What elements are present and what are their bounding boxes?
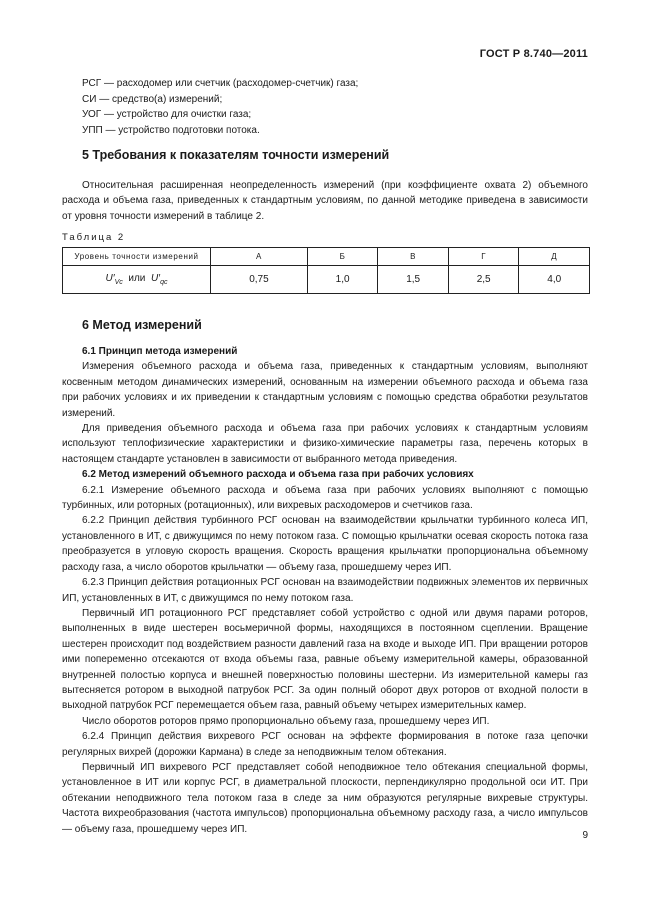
paragraph: 6.2.1 Измерение объемного расхода и объема газа при рабочих условиях выполняют с помощью турбинных, или роторных (ротационных), или вихревых расходомеров и счетчиков газа. (62, 484, 588, 512)
paragraph: Измерения объемного расхода и объема газа, приведенных к стандартным условиям, выполняют косвенным методом динамических измерений, основанным на измерении объемного расхода и объема газа при рабочих условиях и их приведении к стандартным условиям с помощью средства обработки результатов измерений. (62, 361, 588, 419)
section-5-title: 5 Требования к показателям точности измерений (82, 148, 390, 162)
table-cell: 4,0 (519, 266, 590, 294)
paragraph: 6.2.3 Принцип действия ротационных РСГ основан на взаимодействии подвижных элементов их первичных ИП, установленных в ИТ, с движущимся по нему потоком газа. (62, 577, 588, 604)
table-header-cell: Б (307, 248, 378, 266)
accuracy-table (62, 247, 590, 294)
paragraph: Относительная расширенная неопределенность измерений (при коэффициенте охвата 2) объемного расхода и объема газа, приведенных к стандартным условиям, по данной методике приведена в зависимости от уровня точности измерений в таблице 2. (62, 180, 588, 222)
paragraph: Первичный ИП ротационного РСГ представляет собой устройство с одной или двумя парами роторов, выполненных в виде шестерен восьмеричной формы, находящихся в постоянном сцеплении. Вращение шестерен происходит под воздействием разности давлений газа на входе и выходе ИП. При вращении роторов ими попеременно отсекаются от входа объемы газа, равные объему измерительной камеры, образованной внутренней полостью корпуса и внешней поверхностью половины шестерни. Из измерительной камеры газ вытесняется ротором в выходной патрубок РСГ. За один полный оборот двух роторов от входной полости в выходной патрубок РСГ перемещается объем газа, равный объему четырех измерительных камер. (62, 607, 588, 712)
subsection-6-2-title: 6.2 Метод измерений объемного расхода и объема газа при рабочих условиях (82, 469, 474, 481)
symbol-u-qc: $U'_{qc}$ (150, 273, 168, 286)
definition-item: РСГ — расходомер или счетчик (расходомер-счетчик) газа; (82, 78, 359, 89)
table-cell: 0,75 (211, 266, 308, 294)
table-caption: Таблица 2 (62, 232, 126, 243)
definition-item: УПП — устройство подготовки потока. (82, 124, 260, 136)
table-header-cell: Д (519, 248, 590, 266)
table-header-cell: А (211, 248, 308, 266)
paragraph: Число оборотов роторов прямо пропорционально объему газа, прошедшему через ИП. (82, 715, 490, 727)
page-number: 9 (582, 830, 588, 841)
section-6-body (62, 344, 588, 837)
definition-item: СИ — средство(а) измерений; (82, 93, 223, 105)
table-row-label (63, 266, 211, 294)
paragraph: Для приведения объемного расхода и объема газа при рабочих условиях к стандартным условиям используют теплофизические характеристики и физико-химические параметры газа, перечень которых в настоящем стандарте установлен в зависимости от выбранного метода приведения. (62, 423, 588, 465)
paragraph: Первичный ИП вихревого РСГ представляет собой неподвижное тело обтекания специальной формы, установленное в ИТ или корпус РСГ, в диаметральной плоскости, перпендикулярно продольной оси ИТ. При обтекании неподвижного тела потоком газа в следе за ним образуются регулярные вихревые структуры. Частота вихреобразования (частота импульсов) пропорциональна объемному расходу газа, а число импульсов — объему газа, прошедшему через ИП. (62, 761, 588, 835)
standard-header: ГОСТ Р 8.740—2011 (479, 48, 588, 60)
subsection-6-1-title: 6.1 Принцип метода измерений (82, 346, 238, 357)
table-header-label: Уровень точности измерений (63, 248, 211, 266)
table-header-cell: Г (448, 248, 519, 266)
section-5-body (62, 178, 588, 224)
table-header-row (63, 248, 590, 266)
symbol-u-vc: $U'_{Vc}$ (105, 273, 123, 286)
table-header-cell: В (378, 248, 449, 266)
section-6-title: 6 Метод измерений (82, 318, 202, 332)
definition-item: УОГ — устройство для очистки газа; (82, 109, 252, 120)
table-cell: 2,5 (448, 266, 519, 294)
paragraph: 6.2.4 Принцип действия вихревого РСГ основан на эффекте формирования в потоке газа цепочки регулярных вихрей (дорожки Кармана) в следе за неподвижным телом обтекания. (62, 731, 588, 758)
abbreviation-list (82, 76, 592, 138)
table-cell: 1,0 (307, 266, 378, 294)
table-cell: 1,5 (378, 266, 449, 294)
paragraph: 6.2.2 Принцип действия турбинного РСГ основан на взаимодействии крыльчатки турбинного колеса ИП, установленного в ИТ, с движущимся по нему потоком газа. С помощью крыльчатки осевая скорость потока газа преобразуется в угловую скорость вращения. Скорость вращения крыльчатки пропорциональна объемному расходу газа, а число оборотов крыльчатки — объему газа, прошедшему через ИП. (62, 515, 588, 573)
or-word: или (128, 273, 146, 284)
table-row (63, 266, 590, 294)
